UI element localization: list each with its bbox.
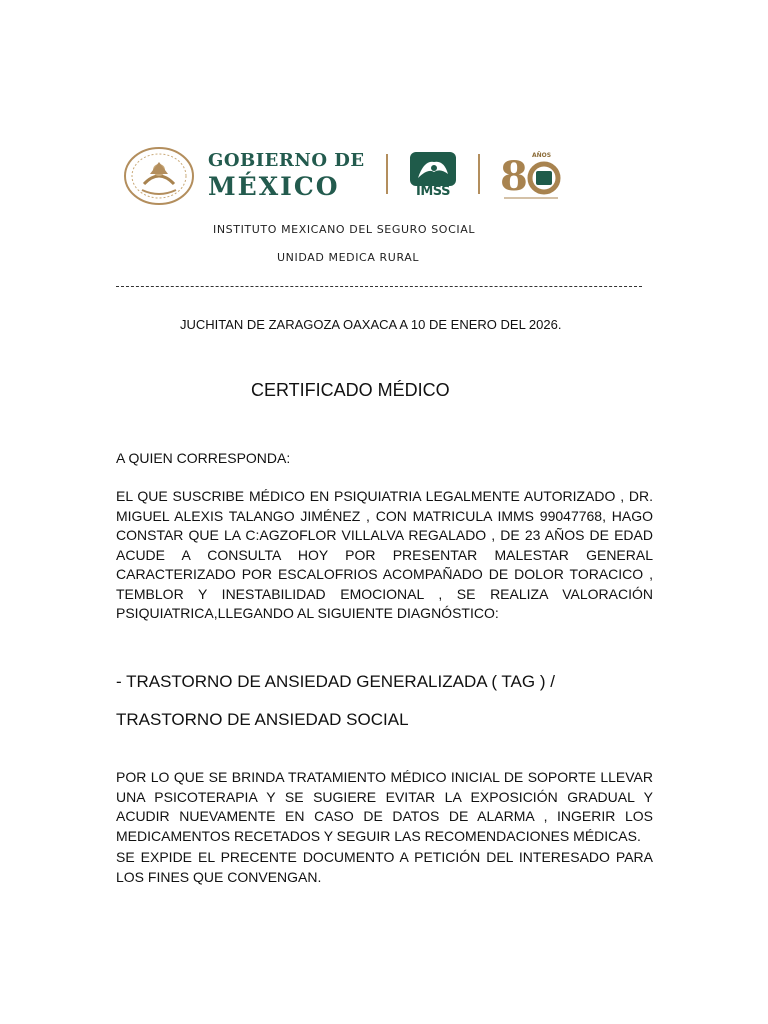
logo-divider: [386, 154, 388, 194]
unit-name: UNIDAD MEDICA RURAL: [277, 251, 420, 264]
imss-label: IMSS: [416, 184, 450, 199]
diagnosis: - TRASTORNO DE ANSIEDAD GENERALIZADA ( TAG ) / TRASTORNO DE ANSIEDAD SOCIAL: [116, 672, 555, 729]
salutation: A QUIEN CORRESPONDA:: [116, 450, 291, 466]
document-title: CERTIFICADO MÉDICO: [251, 380, 450, 400]
institute-name: INSTITUTO MEXICANO DEL SEGURO SOCIAL: [213, 223, 476, 236]
svg-text:8: 8: [500, 153, 528, 200]
header-logos: [122, 146, 572, 206]
imss-80-anniversary-icon: [500, 150, 562, 202]
gobierno-line2: MÉXICO: [208, 172, 340, 201]
place-date: JUCHITAN DE ZARAGOZA OAXACA A 10 DE ENERO DEL 2026.: [180, 317, 562, 332]
body-paragraph-1: EL QUE SUSCRIBE MÉDICO EN PSIQUIATRIA LEGALMENTE AUTORIZADO , DR. MIGUEL ALEXIS TALANGO JIMÉNEZ , CON MATRICULA IMMS 99047768, HAGO CONSTAR QUE LA C:AGZOFLOR VILLALVA REGALADO , DE 23 AÑOS DE EDAD ACUDE A CONSULTA HOY POR PRESENTAR MALESTAR GENERAL CARACTERIZADO POR ESCALOFRIOS ACOMPAÑADO DE DOLOR TORACICO , TEMBLOR Y INESTABILIDAD EMOCIONAL , SE REALIZA VALORACIÓN PSIQUIATRICA,LLEGANDO AL SIGUIENTE DIAGNÓSTICO:: [116, 488, 653, 621]
body-paragraph-2: POR LO QUE SE BRINDA TRATAMIENTO MÉDICO INICIAL DE SOPORTE LLEVAR UNA PSICOTERAPIA Y SE SUGIERE EVITAR LA EXPOSICIÓN GRADUAL Y ACUDIR NUEVAMENTE EN CASO DE DATOS DE ALARMA , INGERIR LOS MEDICAMENTOS RECETADOS Y SEGUIR LAS RECOMENDACIONES MÉDICAS.: [116, 769, 653, 844]
logo-divider: [478, 154, 480, 194]
gobierno-de-mexico-logo: [208, 152, 365, 199]
anos-label: AÑOS: [532, 152, 552, 159]
separator-line: [116, 286, 642, 287]
gobierno-line1: GOBIERNO DE: [208, 150, 365, 171]
body-paragraph-3: SE EXPIDE EL PRECENTE DOCUMENTO A PETICIÓN DEL INTERESADO PARA LOS FINES QUE CONVENGAN.: [116, 849, 653, 885]
mexico-seal-icon: [122, 146, 196, 206]
